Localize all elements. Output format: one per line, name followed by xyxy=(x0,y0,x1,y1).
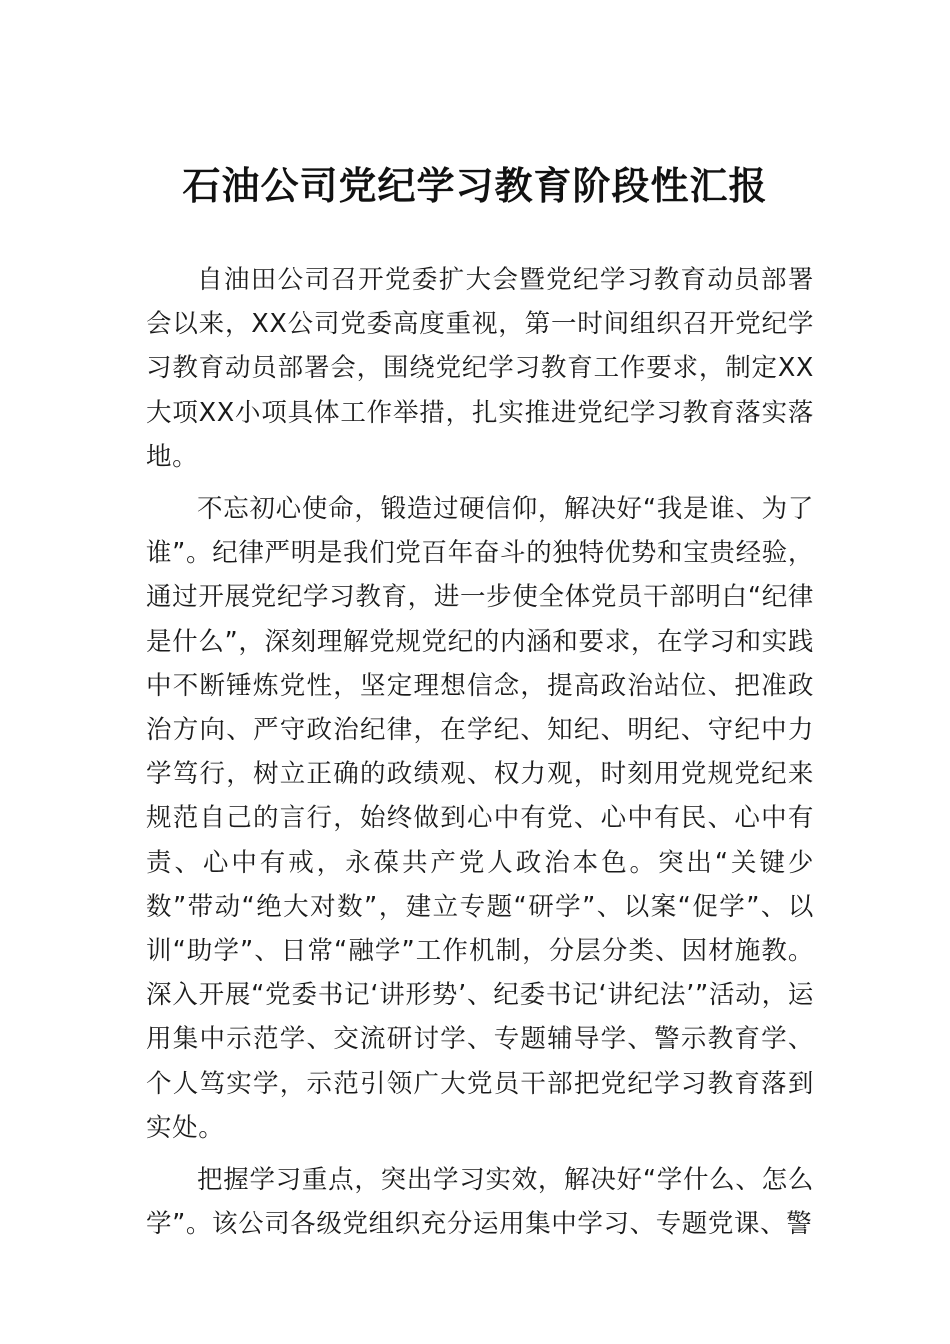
paragraph-intro: 自油田公司召开党委扩大会暨党纪学习教育动员部署会以来，XX公司党委高度重视，第一时间组织召开党纪学习教育动员部署会，围绕党纪学习教育工作要求，制定XX大项XX小项具体工作举措，扎实推进党纪学习教育落实落地。 xyxy=(146,265,814,472)
paragraph-study-focus: 把握学习重点，突出学习实效，解决好“学什么、怎么学”。该公司各级党组织充分运用集中学习、专题党课、警 xyxy=(146,1165,814,1240)
document-title: 石油公司党纪学习教育阶段性汇报 xyxy=(182,163,768,208)
paragraph-faith: 不忘初心使命，锻造过硬信仰，解决好“我是谁、为了谁”。纪律严明是我们党百年奋斗的独特优势和宝贵经验，通过开展党纪学习教育，进一步使全体党员干部明白“纪律是什么”，深刻理解党规党纪的内涵和要求，在学习和实践中不断锤炼党性，坚定理想信念，提高政治站位、把准政治方向、严守政治纪律，在学纪、知纪、明纪、守纪中力学笃行，树立正确的政绩观、权力观，时刻用党规党纪来规范自己的言行，始终做到心中有党、心中有民、心中有责、心中有戒，永葆共产党人政治本色。突出“关键少数”带动“绝大对数”，建立专题“研学”、以案“促学”、以训“助学”、日常“融学”工作机制，分层分类、因材施教。深入开展“党委书记‘讲形势’、纪委书记‘讲纪法’”活动，运用集中示范学、交流研讨学、专题辅导学、警示教育学、个人笃实学，示范引领广大党员干部把党纪学习教育落到实处。 xyxy=(146,494,814,1143)
document-body xyxy=(146,258,814,1254)
